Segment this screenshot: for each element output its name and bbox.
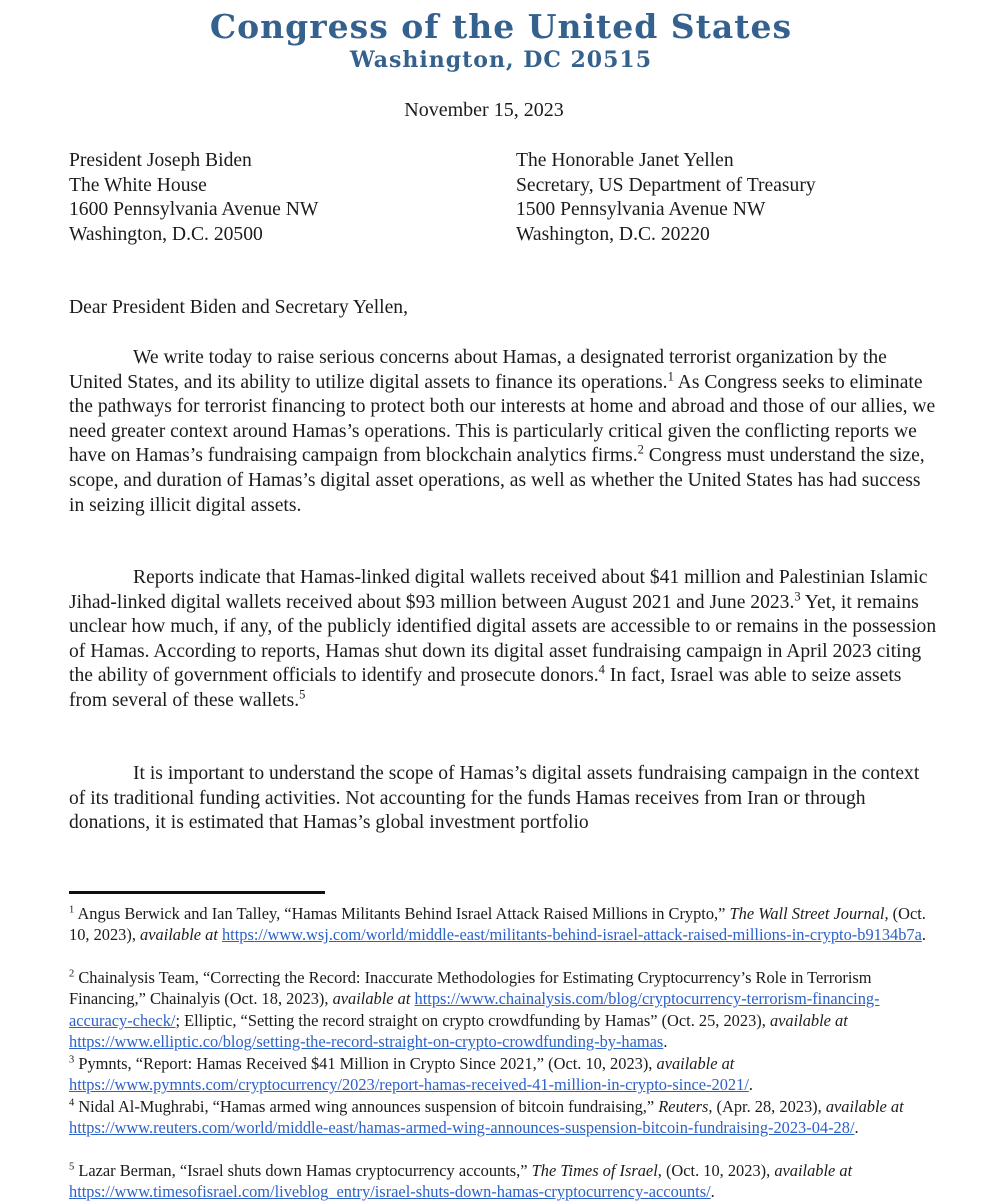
letterhead <box>0 8 1002 73</box>
text-run: Lazar Berman, “Israel shuts down Hamas cryptocurrency accounts,” <box>74 1161 532 1180</box>
footnote-link[interactable]: https://www.pymnts.com/cryptocurrency/2023/report-hamas-received-41-million-in-crypto-since-2021/ <box>69 1075 749 1095</box>
text-run: . <box>921 925 927 945</box>
footnote-marker: 5 <box>69 1161 75 1173</box>
text-run: available at <box>774 1161 853 1180</box>
text-run: The Times of Israel <box>531 1161 658 1180</box>
body-paragraph-3 <box>69 762 937 836</box>
letter-date: November 15, 2023 <box>404 99 564 121</box>
footnote-marker: 2 <box>69 968 75 980</box>
address-line: Washington, D.C. 20220 <box>516 223 710 245</box>
text-run: Chainalysis Team, “Correcting the Record: Inaccurate Methodologies for Estimating Cryptocurrency’s Role in Terrorism Financing,” Chainalyis (Oct. 18, 2023), <box>69 968 872 1009</box>
text-run: (Oct. 10, 2023), <box>69 904 926 945</box>
footnote-link[interactable]: https://www.chainalysis.com/blog/cryptocurrency-terrorism-financing-accuracy-check/ <box>69 989 880 1030</box>
text-run: . <box>663 1032 668 1052</box>
footnote-marker: 4 <box>69 1097 75 1109</box>
footnote-marker: 1 <box>69 904 75 916</box>
address-line: Washington, D.C. 20500 <box>69 223 263 245</box>
text-run: The Wall Street Journal, <box>729 904 889 923</box>
footnote-separator <box>69 891 325 894</box>
text-run: Yet, it remains unclear how much, if any, of the publicly identified digital assets are accessible to or remains in the possession of Hamas. According to reports, Hamas shut down its digital asset fundraising campaign in April 2023 citing the ability of government officials to identify and prosecute donors. <box>69 591 937 687</box>
text-run: We write today to raise serious concerns about Hamas, a designated terrorist organization by the United States, and its ability to utilize digital assets to finance its operations. <box>69 347 887 393</box>
text-run: It is important to understand the scope of Hamas’s digital assets fundraising campaign in the context of its traditional funding activities. Not accounting for the funds Hamas receives from Iran or through donations, it is estimated that Hamas’s global investment portfolio <box>69 763 920 834</box>
footnote-1 <box>69 903 937 946</box>
recipient-address-biden <box>69 149 318 247</box>
address-line: 1500 Pennsylvania Avenue NW <box>516 199 766 221</box>
body-paragraph-1 <box>69 346 937 518</box>
text-run: available at <box>332 989 415 1009</box>
salutation: Dear President Biden and Secretary Yellen, <box>69 297 408 318</box>
address-line: The White House <box>69 174 207 196</box>
letterhead-subtitle: Washington, DC 20515 <box>349 47 653 73</box>
text-run: Reports indicate that Hamas-linked digital wallets received about $41 million and Palestinian Islamic Jihad-linked digital wallets received about $93 million between August 2021 and June 2023. <box>69 567 928 613</box>
footnote-marker: 3 <box>69 1054 75 1066</box>
footnote-marker: 2 <box>637 442 644 457</box>
address-line: The Honorable Janet Yellen <box>516 150 734 171</box>
footnote-2 <box>69 967 937 1053</box>
text-run: , (Apr. 28, 2023), <box>708 1097 826 1116</box>
footnote-link[interactable]: https://www.elliptic.co/blog/setting-the-record-straight-on-crypto-crowdfunding-by-hamas <box>69 1032 664 1052</box>
footnote-3 <box>69 1053 937 1096</box>
footnote-marker: 5 <box>299 687 306 702</box>
text-run: Nidal Al-Mughrabi, “Hamas armed wing announces suspension of bitcoin fundraising,” <box>74 1097 659 1116</box>
text-run: available at <box>656 1054 735 1073</box>
text-run: Reuters <box>658 1097 709 1116</box>
footnote-marker: 3 <box>794 589 801 604</box>
recipient-address-yellen <box>516 149 816 247</box>
footnote-4 <box>69 1096 937 1139</box>
footnote-marker: 1 <box>667 369 674 384</box>
footnote-marker: 4 <box>598 662 605 677</box>
text-run: Pymnts, “Report: Hamas Received $41 Million in Crypto Since 2021,” (Oct. 10, 2023), <box>74 1054 657 1073</box>
address-line: 1600 Pennsylvania Avenue NW <box>69 199 319 221</box>
footnote-link[interactable]: https://www.timesofisrael.com/liveblog_entry/israel-shuts-down-hamas-cryptocurrency-accounts/ <box>69 1182 711 1202</box>
text-run: available at <box>825 1097 904 1116</box>
text-run: As Congress seeks to eliminate the pathways for terrorist financing to protect both our interests at home and abroad and those of our allies, we need greater context around Hamas’s operations. This is particularly critical given the conflicting reports we have on Hamas’s fundraising campaign from blockchain analytics firms. <box>69 371 936 467</box>
footnote-link[interactable]: https://www.reuters.com/world/middle-east/hamas-armed-wing-announces-suspension-bitcoin-fundraising-2023-04-28/ <box>69 1118 855 1138</box>
address-line: Secretary, US Department of Treasury <box>516 174 816 196</box>
text-run: . <box>854 1118 859 1138</box>
text-run: . <box>748 1075 753 1095</box>
footnote-link[interactable]: https://www.wsj.com/world/middle-east/militants-behind-israel-attack-raised-millions-in-crypto-b9134b7a <box>221 925 922 945</box>
text-run: available at <box>769 1010 848 1030</box>
text-run: In fact, Israel was able to seize assets from several of these wallets. <box>69 665 902 711</box>
text-run: available at <box>140 925 222 945</box>
text-run: Angus Berwick and Ian Talley, “Hamas Militants Behind Israel Attack Raised Millions in Crypto,” <box>74 904 730 923</box>
text-run: Congress must understand the size, scope, and duration of Hamas’s digital asset operations, as well as whether the United States has had success in seizing illicit digital assets. <box>69 445 925 516</box>
text-run: . <box>710 1182 715 1202</box>
body-paragraph-2 <box>69 566 937 714</box>
text-run: ; Elliptic, “Setting the record straight on crypto crowdfunding by Hamas” (Oct. 25, 2023), <box>175 1010 770 1030</box>
text-run: , (Oct. 10, 2023), <box>657 1161 775 1180</box>
letterhead-title: Congress of the United States <box>209 7 793 46</box>
footnote-5 <box>69 1160 937 1203</box>
address-line: President Joseph Biden <box>69 150 252 171</box>
